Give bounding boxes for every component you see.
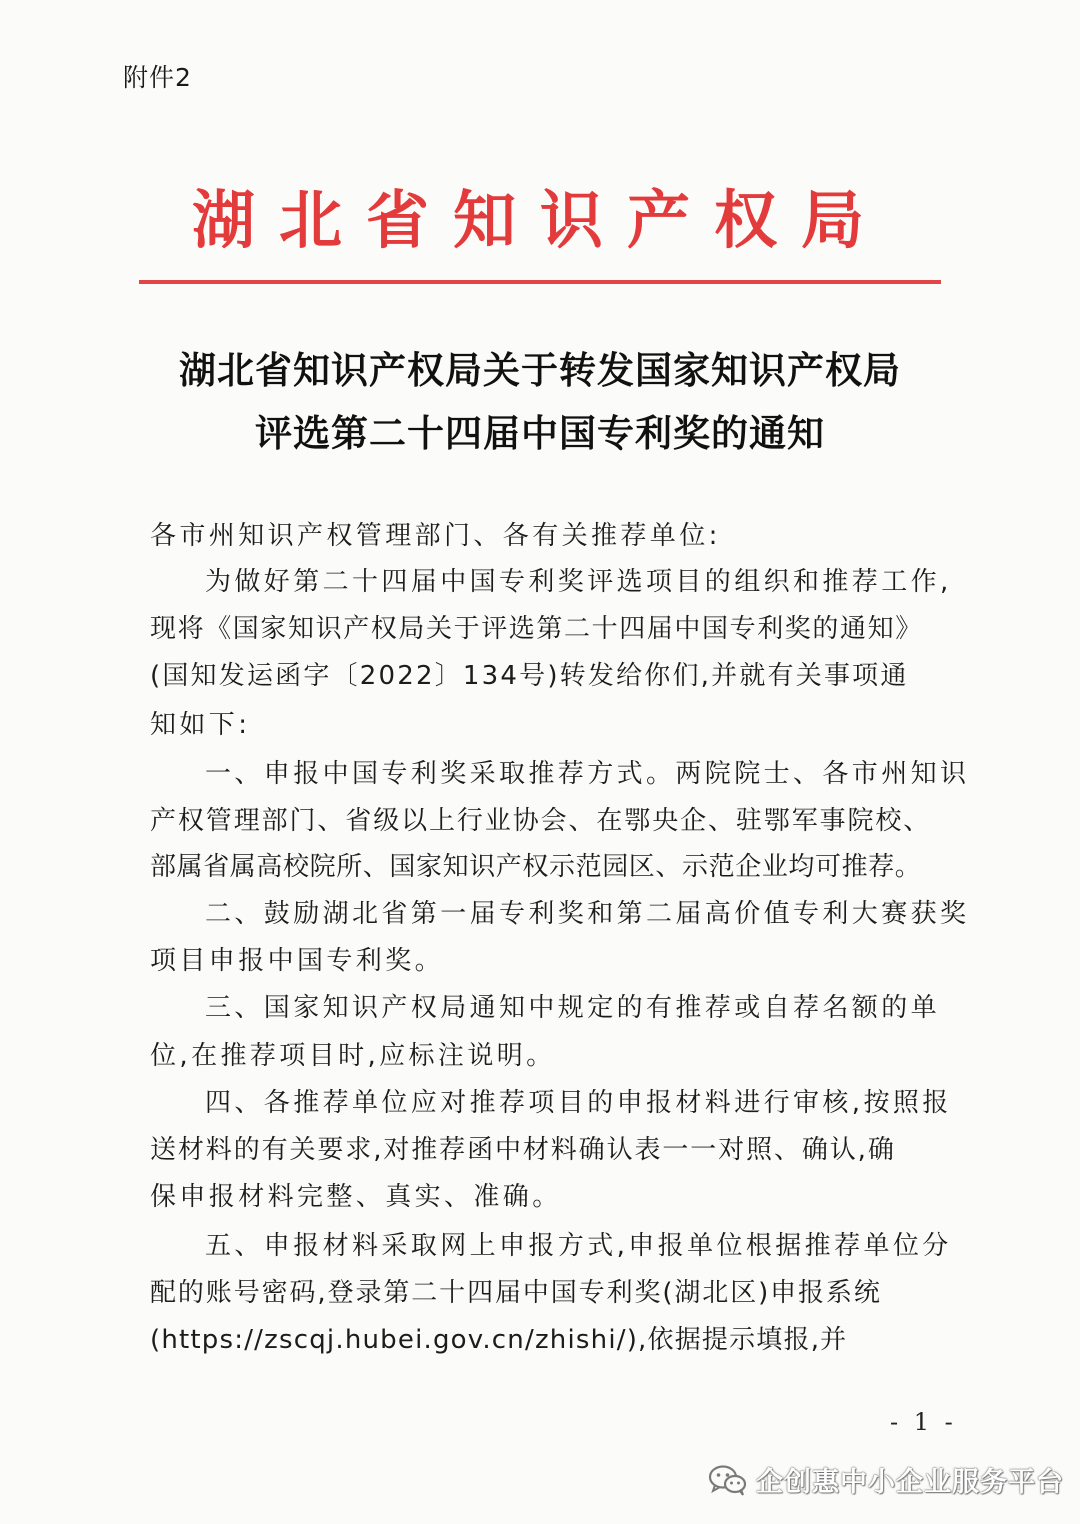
body-line: (国知发运函字〔2022〕134号)转发给你们,并就有关事项通 (150, 661, 909, 691)
attachment-label: 附件2 (123, 63, 192, 92)
body-line: 为做好第二十四届中国专利奖评选项目的组织和推荐工作, (205, 567, 952, 597)
document-title-line-1: 湖北省知识产权局关于转发国家知识产权局 (179, 349, 901, 392)
section-1-line: 产权管理部门、省级以上行业协会、在鄂央企、驻鄂军事院校、 (150, 806, 932, 836)
section-4-line: 保申报材料完整、真实、准确。 (150, 1182, 562, 1212)
body-line: 现将《国家知识产权局关于评选第二十四届中国专利奖的通知》 (150, 614, 923, 644)
section-5-line: 五、申报材料采取网上申报方式,申报单位根据推荐单位分 (205, 1231, 952, 1261)
page-number: - 1 - (890, 1408, 957, 1436)
wechat-icon (708, 1464, 748, 1496)
section-1-line: 部属省属高校院所、国家知识产权示范园区、示范企业均可推荐。 (150, 852, 922, 882)
body-line: 知如下: (150, 710, 251, 740)
section-5-line: 配的账号密码,登录第二十四届中国专利奖(湖北区)申报系统 (150, 1278, 882, 1308)
section-3-line: 位,在推荐项目时,应标注说明。 (150, 1041, 556, 1071)
salutation: 各市州知识产权管理部门、各有关推荐单位: (150, 521, 721, 551)
section-4-line: 四、各推荐单位应对推荐项目的申报材料进行审核,按照报 (205, 1088, 952, 1118)
watermark-text: 企创惠中小企业服务平台 (756, 1467, 1064, 1498)
section-4-line: 送材料的有关要求,对推荐函中材料确认表一一对照、确认,确 (150, 1135, 896, 1165)
section-3-line: 三、国家知识产权局通知中规定的有推荐或自荐名额的单 (205, 993, 941, 1023)
section-2-line: 二、鼓励湖北省第一届专利奖和第二届高价值专利大赛获奖 (205, 899, 970, 929)
letterhead-title: 湖北省知识产权局 (192, 183, 888, 257)
section-2-line: 项目申报中国专利奖。 (150, 946, 445, 976)
section-1-line: 一、申报中国专利奖采取推荐方式。两院院士、各市州知识 (205, 759, 970, 789)
letterhead-divider (139, 280, 941, 284)
document-title-line-2: 评选第二十四届中国专利奖的通知 (255, 412, 825, 455)
watermark (708, 1460, 1064, 1499)
section-5-line: (https://zscqj.hubei.gov.cn/zhishi/),依据提示填报,并 (150, 1325, 848, 1355)
